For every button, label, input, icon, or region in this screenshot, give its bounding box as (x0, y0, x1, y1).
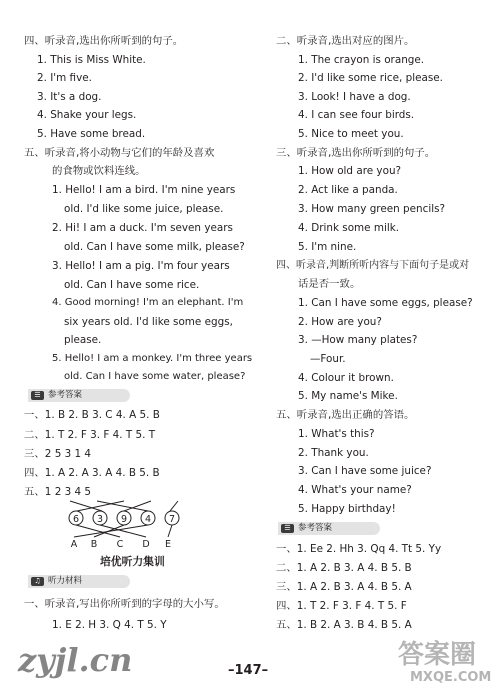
q4r-item: 3. —How many plates? (298, 334, 418, 346)
q4r-item: 5. My name's Mike. (298, 390, 398, 402)
answer-header-label: 参考答案 (48, 390, 83, 400)
q4-item: 3. It's a dog. (37, 91, 102, 103)
q4r-item: 2. How are you? (298, 316, 382, 328)
q5-instruction: 五、听录音,将小动物与它们的年龄及喜欢 (24, 147, 215, 159)
section-title: 培优听力集训 (100, 555, 165, 568)
letter-label: E (164, 539, 172, 549)
headphones-icon: ♫ (31, 577, 44, 586)
q5-item-cont: old. I'd like some juice, please. (64, 203, 224, 215)
answer-icon: ☰ (281, 524, 294, 533)
q2-instruction: 二、听录音,选出对应的图片。 (276, 35, 415, 47)
q3-item: 4. Drink some milk. (298, 222, 400, 234)
q5r-item: 5. Happy birthday! (298, 503, 396, 515)
q4r-item: 1. Can I have some eggs, please? (298, 297, 473, 309)
letter-label: D (142, 539, 150, 549)
q4-item: 5. Have some bread. (37, 128, 146, 140)
q5-item: 3. Hello! I am a pig. I'm four years (52, 260, 230, 272)
matching-diagram (60, 497, 190, 549)
watermark-right: 答案圈 (398, 640, 477, 670)
answer-line: 五、1. B 2. A 3. B 4. B 5. A (276, 619, 412, 631)
q2-item: 1. The crayon is orange. (298, 54, 425, 66)
q5r-item: 3. Can I have some juice? (298, 465, 432, 477)
q4-item: 1. This is Miss White. (37, 54, 146, 66)
watermark-right-sub: MXQE.COM (410, 670, 492, 685)
q3-item: 5. I'm nine. (298, 241, 357, 253)
q5r-instruction: 五、听录音,选出正确的答语。 (276, 409, 415, 421)
q5-item: 4. Good morning! I'm an elephant. I'm (52, 297, 244, 308)
q2-item: 4. I can see four birds. (298, 109, 415, 121)
q5-item-cont: please. (64, 334, 102, 346)
q4r-item-cont: —Four. (310, 353, 346, 365)
circle-label: 9 (120, 514, 128, 525)
q3-item: 2. Act like a panda. (298, 184, 398, 196)
q4r-instruction-cont: 话是否一致。 (298, 278, 361, 290)
answer-line: 一、1. B 2. B 3. C 4. A 5. B (24, 409, 160, 421)
letter-label: B (90, 539, 98, 549)
listening-header (28, 575, 130, 588)
q3-item: 3. How many green pencils? (298, 203, 446, 215)
answer-header (28, 389, 130, 402)
q5-item-cont: old. Can I have some milk, please? (64, 241, 245, 253)
q5-item: 5. Hello! I am a monkey. I'm three years (52, 353, 253, 364)
q1-item: 1. E 2. H 3. Q 4. T 5. Y (52, 619, 167, 631)
circle-label: 7 (168, 514, 176, 525)
q4r-item: 4. Colour it brown. (298, 372, 394, 384)
circle-label: 6 (72, 514, 80, 525)
q5r-item: 4. What's your name? (298, 484, 412, 496)
q5-item-cont: old. Can I have some rice. (64, 279, 200, 291)
q5-item-cont: six years old. I'd like some eggs, (64, 316, 233, 328)
answer-header (278, 522, 380, 535)
q5r-item: 2. Thank you. (298, 447, 369, 459)
answer-line: 四、1. A 2. A 3. A 4. B 5. B (24, 467, 160, 479)
q3-item: 1. How old are you? (298, 165, 402, 177)
q4-item: 2. I'm five. (37, 72, 92, 84)
q2-item: 3. Look! I have a dog. (298, 91, 411, 103)
q1-instruction: 一、听录音,写出你所听到的字母的大小写。 (24, 598, 225, 610)
answer-line: 四、1. T 2. F 3. F 4. T 5. F (276, 600, 407, 612)
q4-instruction: 四、听录音,选出你所听到的句子。 (24, 35, 184, 47)
q5-instruction-cont: 的食物或饮料连线。 (52, 165, 146, 177)
q2-item: 5. Nice to meet you. (298, 128, 404, 140)
q5-item: 2. Hi! I am a duck. I'm seven years (52, 222, 233, 234)
listening-header-label: 听力材料 (48, 576, 83, 586)
answer-line: 二、1. A 2. B 3. A 4. B 5. B (276, 562, 412, 574)
q4-item: 4. Shake your legs. (37, 109, 137, 121)
q4r-instruction: 四、听录音,判断所听内容与下面句子是或对 (276, 260, 470, 271)
answer-line: 一、1. Ee 2. Hh 3. Qq 4. Tt 5. Yy (276, 543, 442, 555)
answer-line: 五、1 2 3 4 5 (24, 486, 92, 498)
q3-instruction: 三、听录音,选出你所听到的句子。 (276, 147, 436, 159)
q5r-item: 1. What's this? (298, 428, 375, 440)
circle-label: 3 (96, 514, 104, 525)
watermark-left: zyjl.cn (18, 641, 133, 679)
answer-line: 二、1. T 2. F 3. F 4. T 5. T (24, 429, 156, 441)
circle-label: 4 (144, 514, 152, 525)
answer-icon: ☰ (31, 391, 44, 400)
answer-header-label: 参考答案 (298, 523, 333, 533)
answer-line: 三、2 5 3 1 4 (24, 448, 92, 460)
answer-line: 三、1. A 2. B 3. A 4. B 5. A (276, 581, 412, 593)
letter-label: C (116, 539, 124, 549)
q5-item-cont: old. Can I have some water, please? (64, 371, 246, 382)
letter-label: A (70, 539, 78, 549)
q5-item: 1. Hello! I am a bird. I'm nine years (52, 184, 236, 196)
q2-item: 2. I'd like some rice, please. (298, 72, 443, 84)
page-number: –147– (228, 663, 269, 678)
